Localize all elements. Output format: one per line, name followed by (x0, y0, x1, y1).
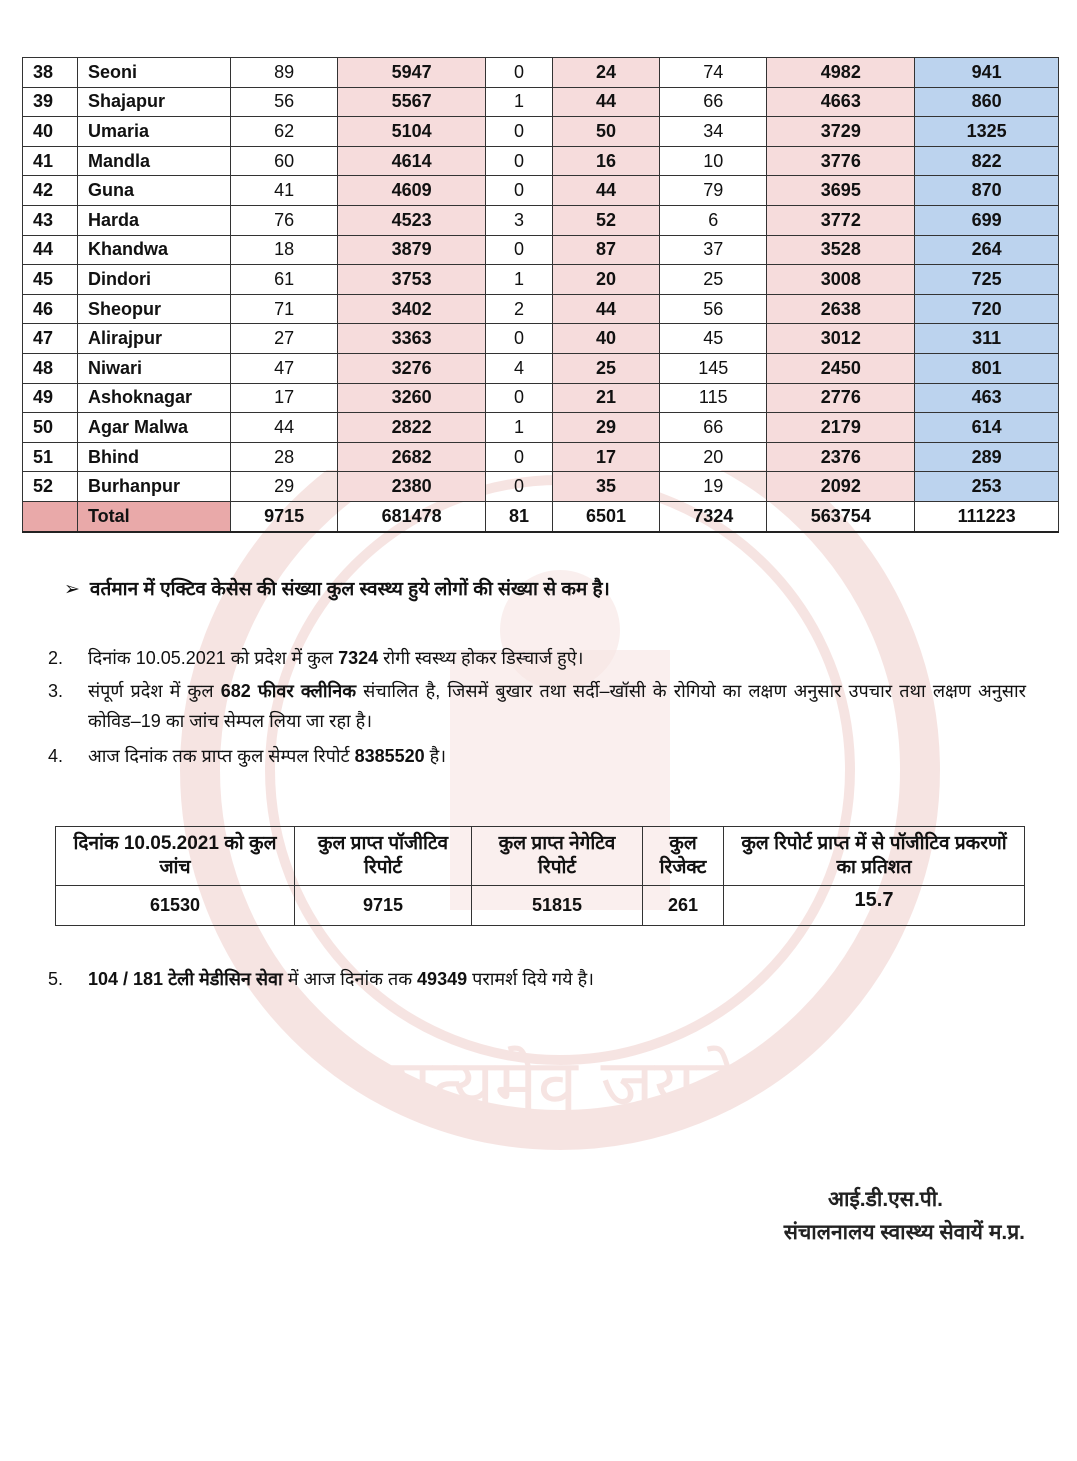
serial-number: 51 (23, 442, 78, 472)
cell: 2450 (767, 353, 915, 383)
paragraph-bold: 49349 (417, 969, 468, 989)
serial-number: 52 (23, 472, 78, 502)
cell: 2376 (767, 442, 915, 472)
cell: 311 (915, 324, 1059, 354)
cell: 860 (915, 87, 1059, 117)
cell: 89 (231, 58, 338, 88)
table-row (23, 117, 1059, 147)
serial-number: 50 (23, 413, 78, 443)
serial-number: 39 (23, 87, 78, 117)
cell: 3528 (767, 235, 915, 265)
cell: 61 (231, 265, 338, 295)
paragraph-5 (48, 964, 594, 994)
paragraph-bold: 7324 (338, 648, 379, 668)
cell: 289 (915, 442, 1059, 472)
cell: 79 (660, 176, 767, 206)
paragraph-text: में आज दिनांक तक (282, 969, 418, 989)
paragraph-number: 3. (48, 681, 64, 701)
cell: 28 (231, 442, 338, 472)
cell: 0 (486, 117, 553, 147)
table-row (23, 205, 1059, 235)
serial-number: 48 (23, 353, 78, 383)
district-name: Ashoknagar (78, 383, 231, 413)
table-row (23, 472, 1059, 502)
cell: 27 (231, 324, 338, 354)
cell: 29 (231, 472, 338, 502)
cell: 5567 (338, 87, 486, 117)
cell: 3363 (338, 324, 486, 354)
cell: 941 (915, 58, 1059, 88)
total-sn-cell (23, 501, 78, 531)
summary-header: कुल प्राप्त नेगेटिव रिपोर्ट (472, 827, 643, 886)
paragraph-text: आज दिनांक तक प्राप्त कुल सेम्पल रिपोर्ट (88, 746, 355, 766)
total-cell: 81 (486, 501, 553, 531)
cell: 0 (486, 146, 553, 176)
serial-number: 49 (23, 383, 78, 413)
cell: 34 (660, 117, 767, 147)
summary-value: 51815 (472, 886, 643, 926)
summary-value-row (56, 886, 1025, 926)
total-cell: 111223 (915, 501, 1059, 531)
cell: 37 (660, 235, 767, 265)
summary-header: कुल रिपोर्ट प्राप्त में से पॉजीटिव प्रकरणों का प्रतिशत (724, 827, 1025, 886)
table-row (23, 413, 1059, 443)
cell: 4614 (338, 146, 486, 176)
cell: 2 (486, 294, 553, 324)
total-cell: 563754 (767, 501, 915, 531)
table-row (23, 235, 1059, 265)
paragraph-text: संचालित है, जिसमें बुखार तथा सर्दी–खॉसी के रोगियो का लक्षण अनुसार उपचार तथा लक्षण अनुसार कोविड–19 का जांच सेम्पल लिया जा रहा है। (88, 681, 1026, 731)
paragraph-4 (48, 741, 446, 771)
cell: 44 (231, 413, 338, 443)
cell: 21 (552, 383, 659, 413)
serial-number: 47 (23, 324, 78, 354)
cell: 17 (231, 383, 338, 413)
paragraph-text: परामर्श दिये गये है। (467, 969, 594, 989)
paragraph-number: 2. (48, 648, 64, 668)
cell: 44 (552, 294, 659, 324)
table-row (23, 87, 1059, 117)
district-name: Guna (78, 176, 231, 206)
cell: 40 (552, 324, 659, 354)
cell: 6 (660, 205, 767, 235)
cell: 25 (552, 353, 659, 383)
cell: 699 (915, 205, 1059, 235)
cell: 66 (660, 413, 767, 443)
cell: 115 (660, 383, 767, 413)
cell: 3012 (767, 324, 915, 354)
cell: 19 (660, 472, 767, 502)
paragraph-number: 5. (48, 969, 64, 989)
cell: 56 (660, 294, 767, 324)
paragraph-bold: 104 / 181 टेली मेडीसिन सेवा (88, 969, 283, 989)
cell: 3729 (767, 117, 915, 147)
cell: 2380 (338, 472, 486, 502)
cell: 870 (915, 176, 1059, 206)
summary-value: 261 (643, 886, 724, 926)
cell: 720 (915, 294, 1059, 324)
cell: 60 (231, 146, 338, 176)
cell: 4663 (767, 87, 915, 117)
cell: 2092 (767, 472, 915, 502)
paragraph-text: रोगी स्वस्थ्य होकर डिस्चार्ज हुऐ। (378, 648, 584, 668)
district-name: Agar Malwa (78, 413, 231, 443)
total-cell: 9715 (231, 501, 338, 531)
cell: 4 (486, 353, 553, 383)
cell: 47 (231, 353, 338, 383)
table-row (23, 383, 1059, 413)
table-row (23, 265, 1059, 295)
cell: 17 (552, 442, 659, 472)
cell: 2776 (767, 383, 915, 413)
cell: 3260 (338, 383, 486, 413)
cell: 0 (486, 472, 553, 502)
cell: 1325 (915, 117, 1059, 147)
district-name: Umaria (78, 117, 231, 147)
total-label: Total (78, 501, 231, 531)
arrow-bullet-icon: ➢ (64, 579, 80, 600)
cell: 0 (486, 442, 553, 472)
serial-number: 44 (23, 235, 78, 265)
cell: 2822 (338, 413, 486, 443)
cell: 18 (231, 235, 338, 265)
cell: 45 (660, 324, 767, 354)
district-name: Dindori (78, 265, 231, 295)
summary-header: कुल रिजेक्ट (643, 827, 724, 886)
table-row (23, 353, 1059, 383)
summary-header: कुल प्राप्त पॉजीटिव रिपोर्ट (295, 827, 472, 886)
total-cell: 6501 (552, 501, 659, 531)
signature-block (784, 1183, 1025, 1249)
district-name: Shajapur (78, 87, 231, 117)
serial-number: 41 (23, 146, 78, 176)
district-name: Sheopur (78, 294, 231, 324)
cell: 1 (486, 87, 553, 117)
cell: 20 (660, 442, 767, 472)
district-name: Mandla (78, 146, 231, 176)
total-row (23, 501, 1059, 531)
cell: 44 (552, 87, 659, 117)
signature-line-2: संचालनालय स्वास्थ्य सेवायें म.प्र. (783, 1221, 1025, 1244)
cell: 52 (552, 205, 659, 235)
cell: 3008 (767, 265, 915, 295)
cell: 41 (231, 176, 338, 206)
cell: 29 (552, 413, 659, 443)
cell: 50 (552, 117, 659, 147)
total-cell: 7324 (660, 501, 767, 531)
table-row (23, 294, 1059, 324)
summary-header: दिनांक 10.05.2021 को कुल जांच (56, 827, 295, 886)
cell: 3402 (338, 294, 486, 324)
cell: 24 (552, 58, 659, 88)
district-table (22, 57, 1059, 533)
cell: 0 (486, 383, 553, 413)
cell: 10 (660, 146, 767, 176)
bullet-note (64, 575, 610, 601)
cell: 0 (486, 176, 553, 206)
paragraph-bold: 682 फीवर क्लीनिक (220, 681, 357, 701)
cell: 264 (915, 235, 1059, 265)
paragraph-text: दिनांक 10.05.2021 को प्रदेश में कुल (88, 648, 339, 668)
watermark-motto: सत्यमेव जयते (383, 1043, 737, 1127)
cell: 2638 (767, 294, 915, 324)
cell: 76 (231, 205, 338, 235)
cell: 56 (231, 87, 338, 117)
paragraph-number: 4. (48, 746, 64, 766)
paragraph-text: है। (424, 746, 447, 766)
district-name: Seoni (78, 58, 231, 88)
cell: 62 (231, 117, 338, 147)
signature-line-1: आई.डी.एस.पी. (828, 1188, 943, 1211)
cell: 3776 (767, 146, 915, 176)
cell: 4982 (767, 58, 915, 88)
cell: 614 (915, 413, 1059, 443)
serial-number: 45 (23, 265, 78, 295)
cell: 3879 (338, 235, 486, 265)
district-name: Harda (78, 205, 231, 235)
table-row (23, 146, 1059, 176)
cell: 1 (486, 413, 553, 443)
cell: 145 (660, 353, 767, 383)
district-name: Niwari (78, 353, 231, 383)
cell: 3695 (767, 176, 915, 206)
cell: 2682 (338, 442, 486, 472)
cell: 5104 (338, 117, 486, 147)
table-row (23, 324, 1059, 354)
cell: 4523 (338, 205, 486, 235)
summary-header-row (56, 827, 1025, 886)
serial-number: 40 (23, 117, 78, 147)
cell: 66 (660, 87, 767, 117)
district-name: Burhanpur (78, 472, 231, 502)
cell: 2179 (767, 413, 915, 443)
total-cell: 681478 (338, 501, 486, 531)
cell: 822 (915, 146, 1059, 176)
cell: 35 (552, 472, 659, 502)
paragraph-bold: 8385520 (354, 746, 425, 766)
serial-number: 38 (23, 58, 78, 88)
cell: 44 (552, 176, 659, 206)
cell: 87 (552, 235, 659, 265)
table-row (23, 442, 1059, 472)
cell: 3753 (338, 265, 486, 295)
district-name: Alirajpur (78, 324, 231, 354)
cell: 3 (486, 205, 553, 235)
cell: 20 (552, 265, 659, 295)
summary-table (55, 826, 1025, 926)
paragraph-text: संपूर्ण प्रदेश में कुल (88, 681, 221, 701)
bullet-text: वर्तमान में एक्टिव केसेस की संख्या कुल स्वस्थ्य हुये लोगों की संख्या से कम है। (89, 579, 610, 600)
cell: 74 (660, 58, 767, 88)
cell: 16 (552, 146, 659, 176)
serial-number: 42 (23, 176, 78, 206)
summary-value: 15.7 (724, 886, 1025, 926)
cell: 463 (915, 383, 1059, 413)
cell: 253 (915, 472, 1059, 502)
table-row (23, 176, 1059, 206)
district-name: Khandwa (78, 235, 231, 265)
cell: 3772 (767, 205, 915, 235)
cell: 4609 (338, 176, 486, 206)
cell: 25 (660, 265, 767, 295)
cell: 71 (231, 294, 338, 324)
cell: 801 (915, 353, 1059, 383)
cell: 0 (486, 324, 553, 354)
table-row (23, 58, 1059, 88)
cell: 0 (486, 58, 553, 88)
cell: 3276 (338, 353, 486, 383)
cell: 5947 (338, 58, 486, 88)
district-name: Bhind (78, 442, 231, 472)
summary-value: 9715 (295, 886, 472, 926)
serial-number: 43 (23, 205, 78, 235)
cell: 0 (486, 235, 553, 265)
serial-number: 46 (23, 294, 78, 324)
cell: 725 (915, 265, 1059, 295)
paragraph-2 (48, 643, 584, 673)
summary-value: 61530 (56, 886, 295, 926)
paragraph-3 (48, 676, 1028, 736)
cell: 1 (486, 265, 553, 295)
